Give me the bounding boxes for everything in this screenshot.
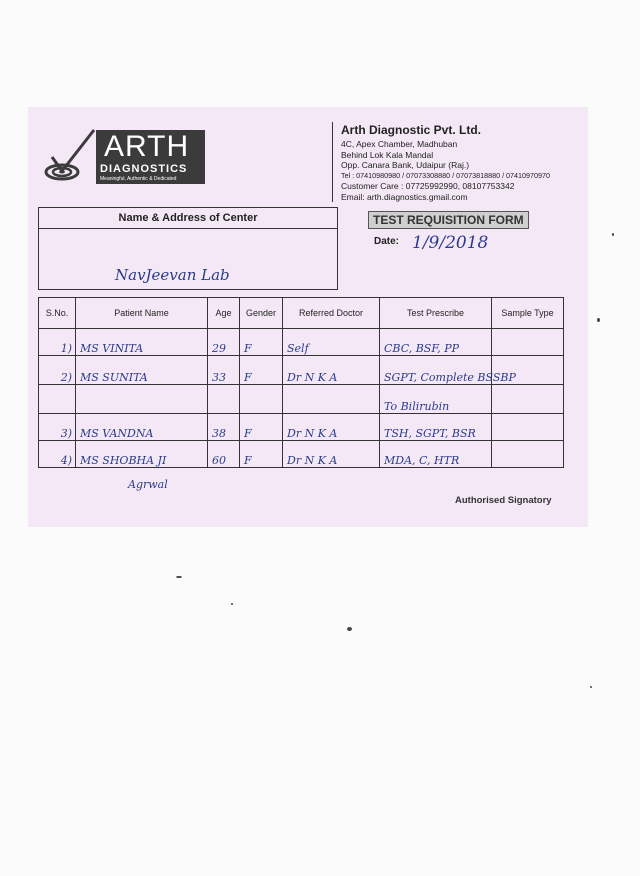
center-name: NavJeevan Lab — [115, 266, 230, 284]
cell-sno: 3) — [39, 414, 76, 441]
cell-doctor: Dr N K A — [283, 441, 380, 468]
table-row — [39, 356, 564, 385]
scan-speck — [597, 318, 600, 322]
patient-table — [38, 297, 564, 468]
table-header-row — [39, 298, 564, 329]
arth-logo — [44, 127, 208, 185]
logo-text-box — [96, 130, 205, 184]
company-info — [341, 123, 550, 203]
cell-patient-name: MS SHOBHA JI — [76, 441, 208, 468]
logo-tagline: Meaningful, Authentic & Dedicated — [100, 176, 177, 182]
center-label: Name & Address of Center — [39, 208, 337, 229]
cell-sample — [492, 441, 564, 468]
cell-sno: 1) — [39, 329, 76, 356]
scan-speck — [347, 627, 352, 631]
cell-test: To Bilirubin — [380, 385, 492, 414]
address-line: Behind Lok Kala Mandal — [341, 149, 434, 160]
cell-gender: F — [240, 356, 283, 385]
center-box — [38, 207, 338, 290]
cell-doctor: Self — [283, 329, 380, 356]
address-line: 4C, Apex Chamber, Madhuban — [341, 139, 458, 149]
header-sno: S.No. — [39, 298, 76, 329]
email-line: Email: arth.diagnostics.gmail.com — [341, 191, 468, 202]
address-line: Opp. Canara Bank, Udaipur (Raj.) — [341, 160, 470, 171]
form-title: TEST REQUISITION FORM — [368, 211, 529, 229]
scan-speck — [590, 686, 592, 688]
cell-patient-name: MS VINITA — [76, 329, 208, 356]
cell-sample — [492, 385, 564, 414]
cell-sno — [39, 385, 76, 414]
header-patient-name: Patient Name — [76, 298, 208, 329]
header-test-prescribe: Test Prescribe — [380, 298, 492, 329]
cell-doctor: Dr N K A — [283, 414, 380, 441]
logo-sub-text: DIAGNOSTICS — [100, 163, 188, 175]
header-age: Age — [208, 298, 240, 329]
scan-speck — [176, 576, 182, 578]
cell-test: CBC, BSF, PP — [380, 329, 492, 356]
date-value: 1/9/2018 — [412, 233, 489, 253]
cell-gender — [240, 385, 283, 414]
date-label: Date: — [374, 236, 400, 247]
cell-age: 60 — [208, 441, 240, 468]
table-row — [39, 385, 564, 414]
cell-gender: F — [240, 441, 283, 468]
scan-speck — [612, 233, 614, 236]
cell-age — [208, 385, 240, 414]
cell-sample — [492, 414, 564, 441]
cell-doctor — [283, 385, 380, 414]
customer-care-line: Customer Care : 07725992990, 08107753342 — [341, 181, 515, 192]
cell-age: 38 — [208, 414, 240, 441]
header-gender: Gender — [240, 298, 283, 329]
company-name: Arth Diagnostic Pvt. Ltd. — [341, 123, 482, 137]
header-sample-type: Sample Type — [492, 298, 564, 329]
cell-test: TSH, SGPT, BSR — [380, 414, 492, 441]
telephone-line: Tel : 07410980980 / 07073308880 / 07073818880 / 07410970970 — [341, 170, 551, 180]
table-row — [39, 329, 564, 356]
target-check-icon — [44, 127, 104, 185]
table-row — [39, 414, 564, 441]
cell-age: 29 — [208, 329, 240, 356]
authorised-signatory: Authorised Signatory — [455, 495, 552, 506]
cell-gender: F — [240, 414, 283, 441]
cell-age: 33 — [208, 356, 240, 385]
cell-doctor: Dr N K A — [283, 356, 380, 385]
cell-sno: 2) — [39, 356, 76, 385]
scan-speck — [231, 603, 233, 605]
logo-main-text: ARTH — [104, 130, 190, 163]
handwritten-note: Agrwal — [128, 478, 168, 491]
header-divider — [332, 122, 333, 202]
cell-test: SGPT, Complete BSSBP — [380, 356, 492, 385]
cell-patient-name: MS VANDNA — [76, 414, 208, 441]
header-referred-doctor: Referred Doctor — [283, 298, 380, 329]
cell-sno: 4) — [39, 441, 76, 468]
cell-sample — [492, 329, 564, 356]
cell-patient-name — [76, 385, 208, 414]
cell-test: MDA, C, HTR — [380, 441, 492, 468]
cell-gender: F — [240, 329, 283, 356]
table-row — [39, 441, 564, 468]
cell-patient-name: MS SUNITA — [76, 356, 208, 385]
